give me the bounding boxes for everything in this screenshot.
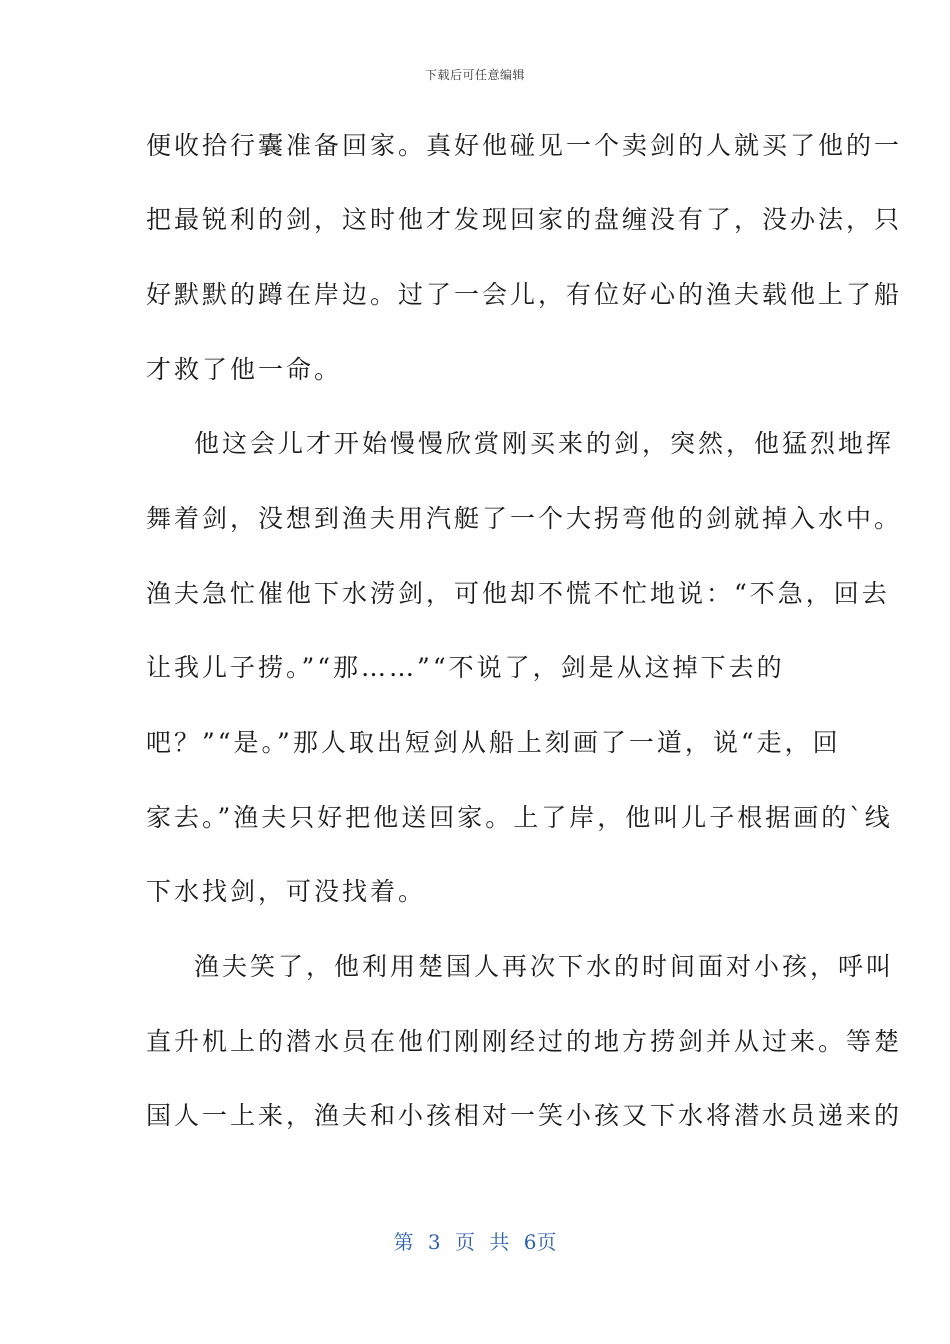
text-line: 便收拾行囊准备回家。真好他碰见一个卖剑的人就买了他的一: [146, 131, 903, 160]
text-line: 好默默的蹲在岸边。过了一会儿，有位好心的渔夫载他上了船: [146, 280, 903, 309]
text-line: 直升机上的潜水员在他们刚刚经过的地方捞剑并从过来。等楚: [146, 1027, 903, 1056]
text-line: 下水找剑，可没找着。: [146, 877, 427, 906]
text-line: 把最锐利的剑，这时他才发现回家的盘缠没有了，没办法，只: [146, 205, 903, 234]
text-line: 舞着剑，没想到渔夫用汽艇了一个大拐弯他的剑就掉入水中。: [146, 504, 903, 533]
paragraph-first-line: 渔夫笑了，他利用楚国人再次下水的时间面对小孩，呼叫: [194, 952, 895, 981]
footer-total-word: 共: [489, 1230, 510, 1254]
paragraph-first-line: 他这会儿才开始慢慢欣赏刚买来的剑，突然，他猛烈地挥: [194, 429, 895, 458]
text-line: 家去。”渔夫只好把他送回家。上了岸，他叫儿子根据画的`线: [146, 803, 893, 832]
current-page-number: 3: [427, 1230, 441, 1254]
text-line: 才救了他一命。: [146, 355, 343, 384]
total-pages: 6页: [523, 1230, 557, 1254]
page-header: 下载后可任意编辑: [424, 68, 525, 82]
page-number-footer: [0, 1226, 950, 1255]
text-line: 国人一上来，渔夫和小孩相对一笑小孩又下水将潜水员递来的: [146, 1101, 903, 1130]
text-line: 渔夫急忙催他下水涝剑，可他却不慌不忙地说：“不急，回去: [146, 579, 890, 608]
text-line: 让我儿子捞。”“那……”“不说了，剑是从这掉下去的: [146, 653, 785, 682]
footer-page-word: 页: [455, 1230, 475, 1254]
footer-prefix: 第: [393, 1230, 414, 1254]
text-line: 吧？”“是。”那人取出短剑从船上刻画了一道，说“走，回: [146, 728, 841, 757]
